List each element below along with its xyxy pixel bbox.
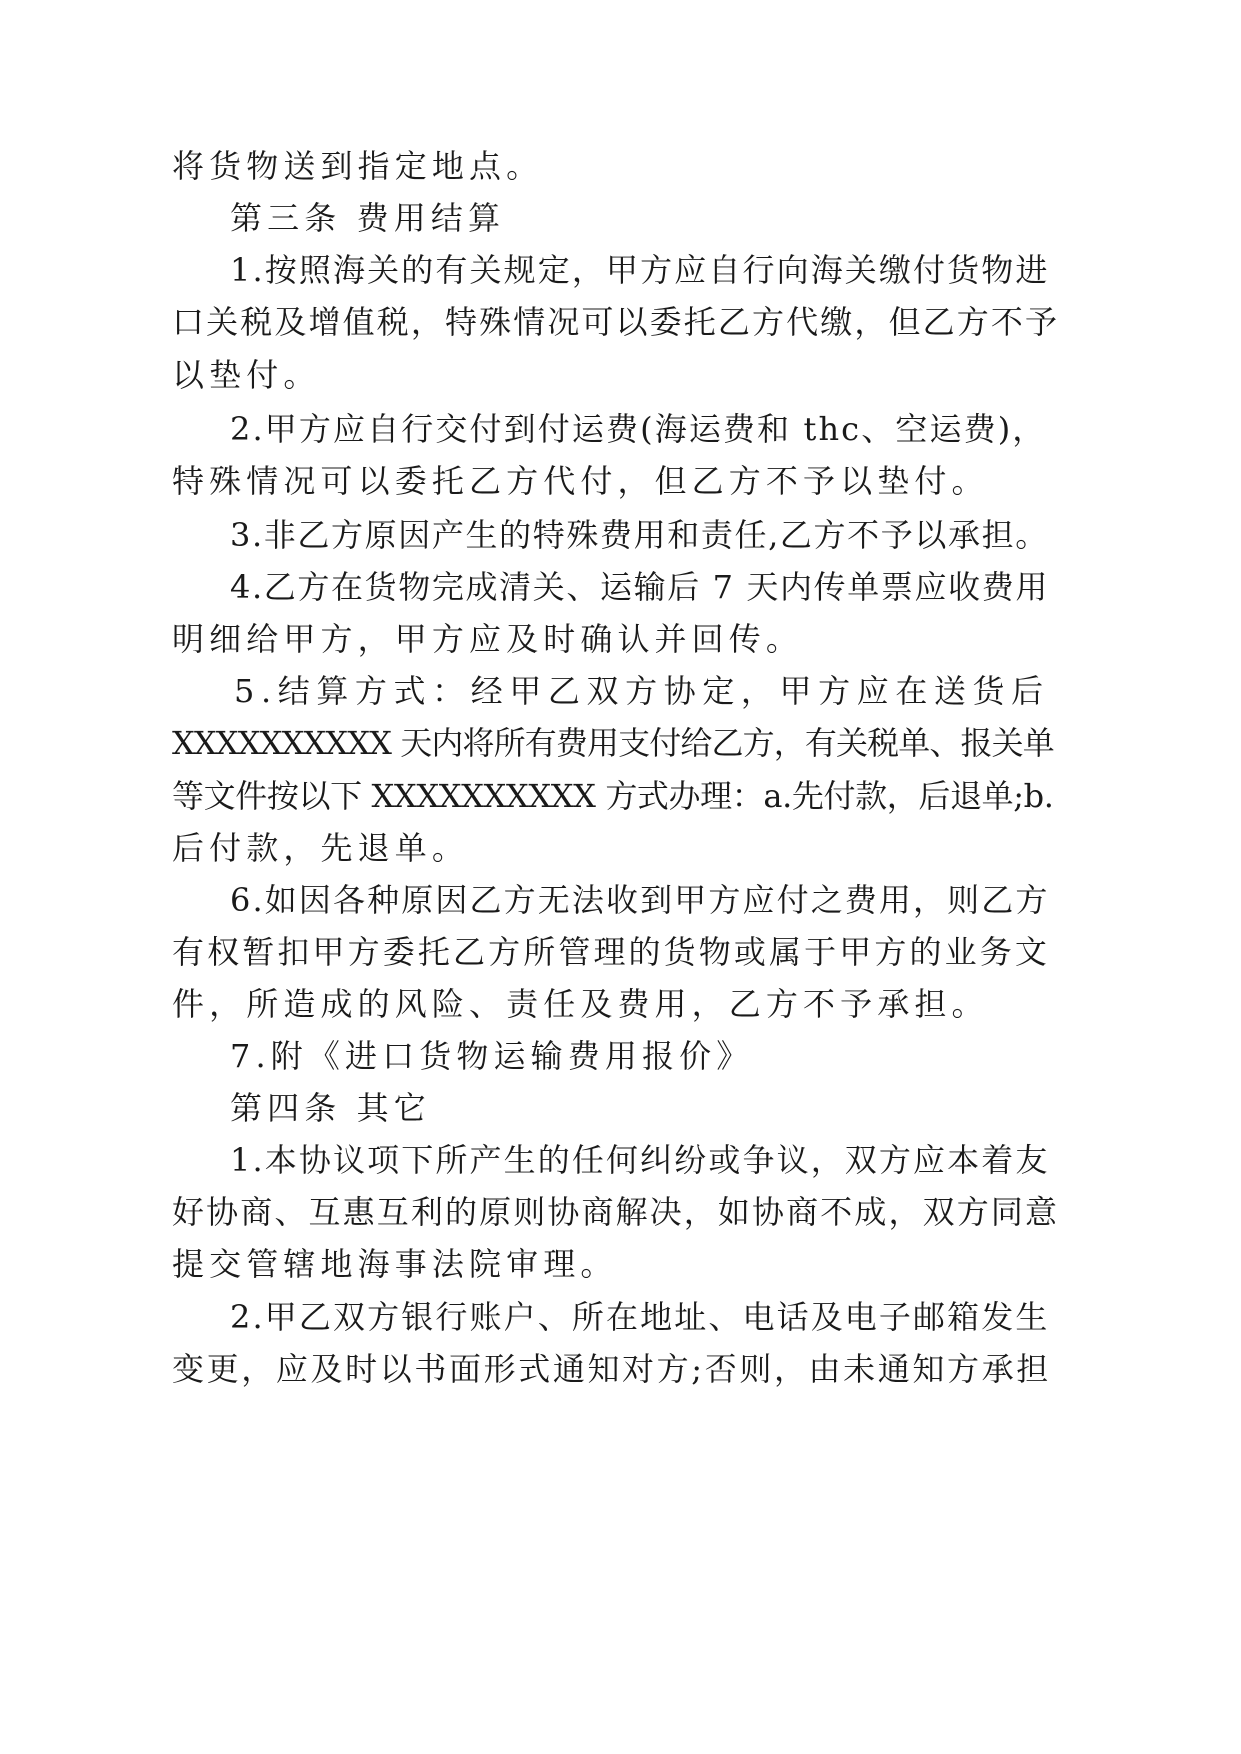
text-line: 以垫付。 bbox=[172, 356, 321, 394]
text-line: 2.甲乙双方银行账户、所在地址、电话及电子邮箱发生 bbox=[230, 1298, 1050, 1336]
text-line: 将货物送到指定地点。 bbox=[172, 147, 544, 185]
section-heading: 第四条 其它 bbox=[230, 1089, 431, 1127]
text-line: 5.结算方式：经甲乙双方协定，甲方应在送货后 bbox=[234, 672, 1050, 710]
text-line: 件，所造成的风险、责任及费用，乙方不予承担。 bbox=[172, 985, 989, 1023]
text-line: 4.乙方在货物完成清关、运输后 7 天内传单票应收费用 bbox=[230, 568, 1049, 606]
text-line: 2.甲方应自行交付到付运费(海运费和 thc、空运费)， bbox=[230, 410, 1047, 448]
text-line: 1.本协议项下所产生的任何纠纷或争议，双方应本着友 bbox=[230, 1141, 1050, 1179]
text-line: 有权暂扣甲方委托乙方所管理的货物或属于甲方的业务文 bbox=[172, 933, 1051, 971]
text-line: 变更，应及时以书面形式通知对方;否则，由未通知方承担 bbox=[172, 1350, 1051, 1388]
text-line: 7.附《进口货物运输费用报价》 bbox=[230, 1037, 754, 1075]
text-line: 好协商、互惠互利的原则协商解决，如协商不成，双方同意 bbox=[172, 1193, 1060, 1231]
text-line: 特殊情况可以委托乙方代付，但乙方不予以垫付。 bbox=[172, 462, 989, 500]
text-line: 口关税及增值税，特殊情况可以委托乙方代缴，但乙方不予 bbox=[172, 303, 1060, 341]
text-line: 后付款，先退单。 bbox=[172, 829, 469, 867]
text-line: 提交管辖地海事法院审理。 bbox=[172, 1245, 618, 1283]
text-line: 明细给甲方，甲方应及时确认并回传。 bbox=[172, 620, 804, 658]
text-line: 1.按照海关的有关规定，甲方应自行向海关缴付货物进 bbox=[230, 251, 1050, 289]
text-line: 等文件按以下 XXXXXXXXXX 方式办理：a.先付款，后退单;b. bbox=[172, 777, 1054, 815]
text-line: XXXXXXXXXX 天内将所有费用支付给乙方，有关税单、报关单 bbox=[172, 724, 1054, 762]
text-line: 3.非乙方原因产生的特殊费用和责任,乙方不予以承担。 bbox=[230, 516, 1049, 554]
section-heading: 第三条 费用结算 bbox=[230, 199, 506, 237]
text-line: 6.如因各种原因乙方无法收到甲方应付之费用，则乙方 bbox=[230, 881, 1050, 919]
